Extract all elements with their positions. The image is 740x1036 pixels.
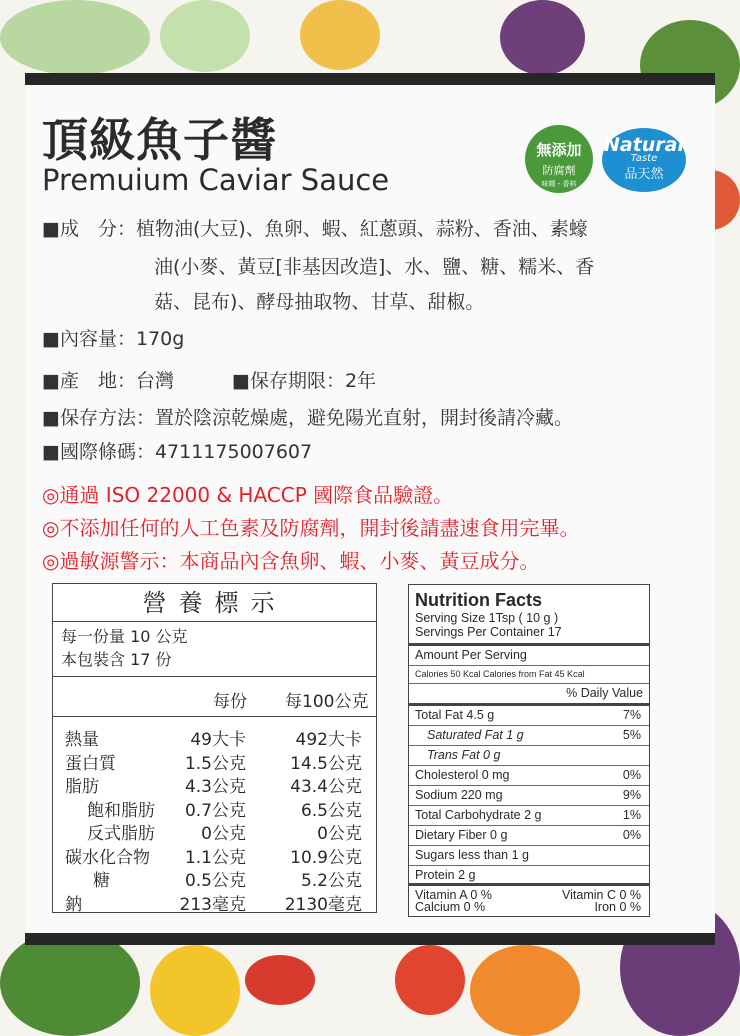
- servings-zh: 本包裝含 17 份: [61, 650, 172, 669]
- col-per-serving: 每份: [213, 692, 247, 712]
- vitamin-c: Vitamin C 0 %: [562, 888, 641, 902]
- top-bar: [25, 73, 715, 85]
- notice-allergen: ◎過敏源警示：本商品內含魚卵、蝦、小麥、黃豆成分。: [42, 549, 540, 573]
- badge-line: 品天然: [624, 167, 664, 182]
- daily-value: 0%: [622, 828, 641, 842]
- amount-per-serving: Amount Per Serving: [409, 646, 649, 666]
- nutrient-label: Saturated Fat 1 g: [427, 728, 524, 742]
- nutrient-name: 脂肪: [65, 777, 99, 797]
- per-100g-value: 14.5公克: [290, 753, 362, 774]
- per-100g-value: 6.5公克: [300, 800, 362, 821]
- per-100g-value: 0公克: [317, 824, 362, 844]
- table-row: [53, 819, 376, 843]
- table-row: [53, 749, 376, 773]
- per-serving-value: 1.1公克: [184, 847, 246, 868]
- broccoli-bottom-illustration: [0, 930, 140, 1036]
- nutrient-label: Sugars less than 1 g: [415, 848, 529, 862]
- pepper-illustration: [300, 0, 380, 70]
- ingredients-line-1: ■成 分：植物油(大豆)、魚卵、蝦、紅蔥頭、蒜粉、香油、素蠔: [42, 218, 588, 240]
- daily-value: 1%: [622, 808, 641, 822]
- table-row: [53, 866, 376, 890]
- lettuce-illustration: [160, 0, 250, 72]
- nutrient-label: Trans Fat 0 g: [427, 748, 501, 762]
- table-row: [409, 846, 649, 866]
- per-100g-value: 10.9公克: [290, 847, 362, 868]
- orange-pepper-illustration: [470, 945, 580, 1036]
- ingredients-line-3: 菇、昆布)、酵母抽取物、甘草、甜椒。: [154, 291, 485, 313]
- serving-info-zh: [53, 622, 376, 677]
- table-row: [53, 796, 376, 820]
- table-row: [409, 766, 649, 786]
- storage-method: ■保存方法：置於陰涼乾燥處，避免陽光直射，開封後請冷藏。: [42, 407, 573, 429]
- iron: Iron 0 %: [594, 900, 641, 914]
- per-serving-value: 213毫克: [179, 894, 246, 915]
- per-serving-value: 0公克: [201, 824, 246, 844]
- servings-en: Servings Per Container 17: [415, 625, 562, 639]
- product-name-en: Premuium Caviar Sauce: [42, 163, 390, 197]
- nutrient-label: Dietary Fiber 0 g: [415, 828, 508, 842]
- nutrition-title-zh: 營養標示: [53, 584, 376, 622]
- table-row: [53, 725, 376, 749]
- no-additive-badge: [525, 125, 593, 193]
- per-serving-value: 49大卡: [190, 730, 246, 750]
- daily-value: 7%: [622, 708, 641, 722]
- serving-size-en: Serving Size 1Tsp ( 10 g ): [415, 611, 559, 625]
- badge-line: 味精・香料: [541, 180, 577, 188]
- nutrient-name: 碳水化合物: [65, 847, 150, 868]
- tomato-bottom-illustration: [395, 945, 465, 1015]
- table-row: [53, 890, 376, 914]
- origin: ■產 地：台灣: [42, 370, 174, 392]
- table-row: [409, 866, 649, 886]
- product-name-zh: 頂級魚子醬: [42, 113, 277, 167]
- table-row: [53, 772, 376, 796]
- table-row: [409, 806, 649, 826]
- vitamin-a: Vitamin A 0 %: [415, 888, 492, 902]
- nutrient-name: 鈉: [65, 894, 82, 915]
- nutrition-facts-en: [408, 584, 650, 917]
- nutrient-name: 反式脂肪: [87, 824, 155, 844]
- badge-line: Natural: [603, 134, 685, 156]
- per-serving-value: 1.5公克: [184, 753, 246, 774]
- table-row: [409, 746, 649, 766]
- daily-value: 5%: [622, 728, 641, 742]
- nutrition-table-zh: [52, 583, 377, 913]
- daily-value: 9%: [622, 788, 641, 802]
- nutrient-name: 蛋白質: [65, 753, 116, 774]
- nutrient-label: Total Fat 4.5 g: [415, 708, 495, 722]
- ingredients-line-2: 油(小麥、黃豆[非基因改造]、水、鹽、糖、糯米、香: [154, 256, 595, 278]
- yellow-pepper-illustration: [150, 945, 240, 1036]
- badge-line: Taste: [630, 153, 658, 164]
- badge-line: 無添加: [536, 141, 582, 159]
- nutrient-label: Protein 2 g: [415, 868, 476, 882]
- notice-no-additive: ◎不添加任何的人工色素及防腐劑，開封後請盡速食用完畢。: [42, 516, 580, 540]
- column-header-zh: [53, 677, 376, 717]
- col-per-100g: 每100公克: [285, 692, 369, 712]
- net-weight: ■內容量：170g: [42, 328, 185, 350]
- nutrient-label: Total Carbohydrate 2 g: [415, 808, 542, 822]
- per-serving-value: 0.5公克: [184, 871, 246, 891]
- nutrition-rows-zh: [53, 717, 376, 913]
- table-row: [409, 706, 649, 726]
- badge-line: 防腐劑: [542, 164, 576, 177]
- vitamin-row: [409, 886, 649, 901]
- daily-value-header: % Daily Value: [409, 684, 649, 706]
- nutrient-label: Sodium 220 mg: [415, 788, 503, 802]
- calories-row: Calories 50 Kcal Calories from Fat 45 Kcal: [409, 666, 649, 684]
- nutrition-facts-title: Nutrition Facts: [415, 590, 543, 610]
- table-row: [53, 843, 376, 867]
- table-row: [409, 786, 649, 806]
- natural-taste-badge: [602, 128, 686, 192]
- cherries-illustration: [245, 955, 315, 1005]
- table-row: [409, 726, 649, 746]
- nutrient-name: 熱量: [65, 730, 99, 750]
- nutrient-label: Cholesterol 0 mg: [415, 768, 510, 782]
- bottom-bar: [25, 933, 715, 945]
- calcium: Calcium 0 %: [415, 900, 486, 914]
- per-100g-value: 5.2公克: [300, 871, 362, 891]
- per-100g-value: 492大卡: [295, 730, 362, 750]
- serving-size-zh: 每一份量 10 公克: [61, 627, 188, 646]
- barcode: ■國際條碼：4711175007607: [42, 441, 313, 463]
- per-100g-value: 2130毫克: [284, 894, 362, 915]
- per-100g-value: 43.4公克: [290, 777, 362, 797]
- per-serving-value: 4.3公克: [184, 777, 246, 797]
- daily-value: 0%: [622, 768, 641, 782]
- mineral-row: [409, 901, 649, 915]
- serving-info-en: [409, 611, 649, 646]
- nutrient-name: 糖: [93, 871, 110, 891]
- shelf-life: ■保存期限：2年: [232, 370, 377, 392]
- table-row: [409, 826, 649, 846]
- cabbage-illustration: [0, 0, 150, 75]
- eggplant-illustration: [500, 0, 585, 75]
- nutrient-name: 飽和脂肪: [87, 800, 155, 821]
- notice-certification: ◎通過 ISO 22000 & HACCP 國際食品驗證。: [42, 483, 454, 507]
- per-serving-value: 0.7公克: [184, 800, 246, 821]
